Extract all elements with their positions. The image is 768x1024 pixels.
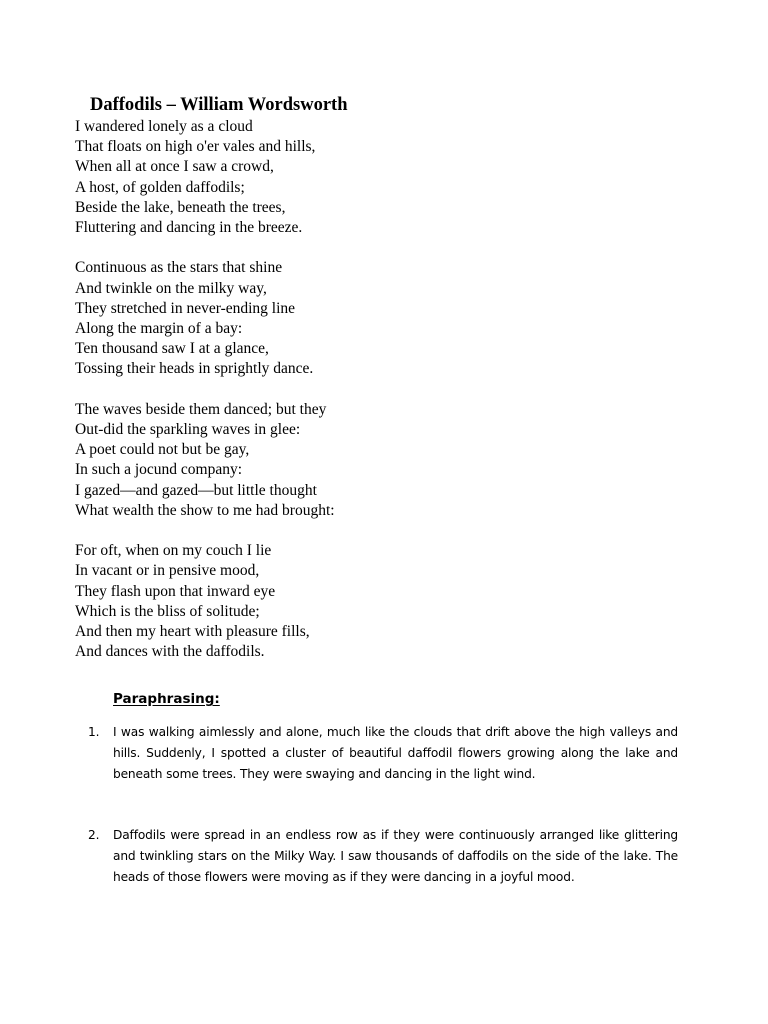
poem-line: A poet could not but be gay, [75,441,250,459]
paraphrasing-item-1 [88,722,678,785]
poem-stanza-4 [75,541,675,662]
poem-line: Ten thousand saw I at a glance, [75,340,269,358]
poem-line: Along the margin of a bay: [75,320,243,338]
poem-line: That floats on high o'er vales and hills, [75,138,316,156]
poem-line: They stretched in never-ending line [75,299,296,317]
item-number: 2. [88,828,100,842]
poem-stanza-3 [75,400,675,521]
poem-line: When all at once I saw a crowd, [75,158,274,176]
poem-line: In such a jocund company: [75,461,243,479]
poem-line: A host, of golden daffodils; [75,178,245,196]
item-number: 1. [88,725,100,739]
poem-line: The waves beside them danced; but they [75,400,327,418]
poem-line: For oft, when on my couch I lie [75,542,272,560]
item-text: Daffodils were spread in an endless row as if they were continuously arranged like glittering and twinkling stars on the Milky Way. I saw thousands of daffodils on the side of the lake. The heads of those flowers were moving as if they were dancing in a joyful mood. [113,828,678,884]
poem-line: I gazed—and gazed—but little thought [75,481,317,499]
poem-body [75,117,675,662]
poem-line: And then my heart with pleasure fills, [75,623,310,641]
poem-line: Continuous as the stars that shine [75,259,283,277]
poem-line: And dances with the daffodils. [75,643,265,661]
poem-line: Tossing their heads in sprightly dance. [75,360,314,378]
poem-stanza-2 [75,258,675,379]
paraphrasing-list [88,722,678,888]
poem-line: What wealth the show to me had brought: [75,501,335,519]
poem-line: I wandered lonely as a cloud [75,118,253,135]
poem-line: They flash upon that inward eye [75,582,276,600]
paraphrasing-item-2 [88,825,678,888]
item-text: I was walking aimlessly and alone, much like the clouds that drift above the high valleys and hills. Suddenly, I spotted a cluster of beautiful daffodil flowers growing along the lake and beneath some trees. They were swaying and dancing in the light wind. [113,725,678,781]
poem-line: Beside the lake, beneath the trees, [75,198,286,216]
poem-line: In vacant or in pensive mood, [75,562,260,580]
poem-line: Out-did the sparkling waves in glee: [75,421,301,439]
poem-line: And twinkle on the milky way, [75,279,267,297]
poem-line: Which is the bliss of solitude; [75,602,260,620]
paraphrasing-heading: Paraphrasing: [113,691,220,707]
poem-title: Daffodils – William Wordsworth [90,95,348,115]
poem-line: Fluttering and dancing in the breeze. [75,219,303,237]
poem-stanza-1 [75,117,675,238]
